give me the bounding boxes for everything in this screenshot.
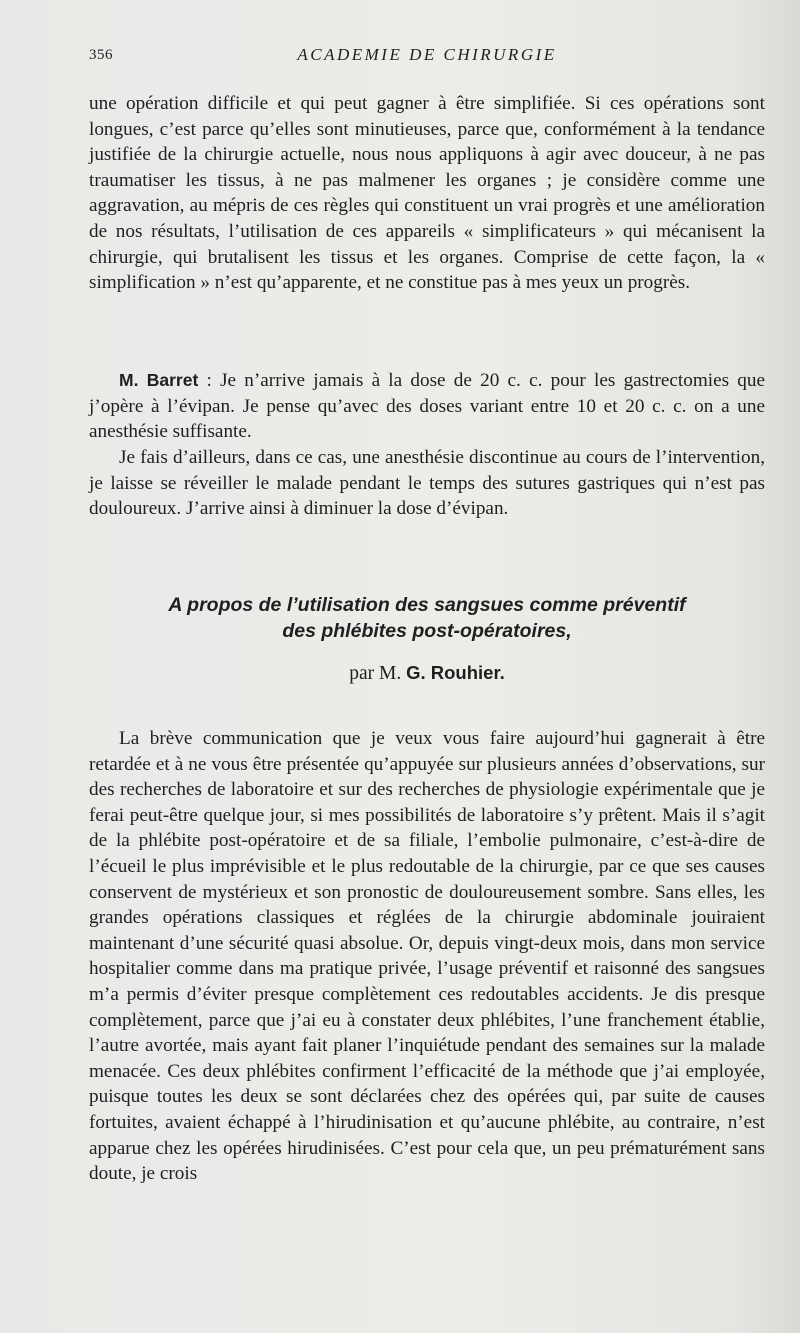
- article-byline: [89, 662, 765, 685]
- article-title: [89, 592, 765, 644]
- article-title-line-1: A propos de l’utilisation des sangsues comme préventif: [168, 594, 686, 616]
- paragraph-barret: [89, 368, 765, 445]
- page-number: 356: [89, 47, 113, 63]
- paragraph-rouhier-intro: [89, 726, 765, 1187]
- paragraph-text: Je fais d’ailleurs, dans ce cas, une anesthésie discontinue au cours de l’intervention, je laisse se réveiller le malade pendant le temps des sutures gastriques qui n’est pas douloureux. J’arrive ainsi à diminuer la dose d’évipan.: [89, 447, 765, 520]
- article-title-line-2: des phlébites post-opératoires,: [282, 620, 572, 642]
- paragraph-text: [89, 368, 765, 445]
- byline-prefix: par M.: [349, 663, 407, 684]
- paragraph-barret-continued: [89, 445, 765, 522]
- speaker-remarks: : Je n’arrive jamais à la dose de 20 c. c. pour les gastrectomies que j’opère à l’évipan. Je pense qu’avec des doses variant entre 10 et 20 c. c. on a une anesthésie suffisante.: [89, 370, 766, 443]
- page-header: [89, 45, 765, 71]
- paragraph-text: une opération difficile et qui peut gagner à être simplifiée. Si ces opérations sont longues, c’est parce qu’elles sont minutieuses, parce que, conformément à la tendance justifiée de la chirurgie actuelle, nous nous appliquons à agir avec douceur, à ne pas traumatiser les tissus, à ne pas malmener les organes ; je considère comme une aggravation, au mépris de ces règles qui constituent un vrai progrès et une amélioration de nos résultats, l’utilisation de ces appareils « simplificateurs » qui mécanisent la chirurgie, qui brutalisent les tissus et les organes. Comprise de cette façon, la « simplification » n’est qu’apparente, et ne constitue pas à mes yeux un progrès.: [89, 93, 765, 294]
- paragraph-text: La brève communication que je veux vous faire aujourd’hui gagnerait à être retardée et à ne vous être présentée qu’appuyée sur plusieurs années d’observations, sur des recherches de laboratoire et sur des recherches de physiologie expérimentale que je ferai peut-être quelque jour, si mes possibilités de laboratoire s’y prêtent. Mais il s’agit de la phlébite post-opératoire et de sa filiale, l’embolie pulmonaire, c’est-à-dire de l’écueil le plus imprévisible et le plus redoutable de la chirurgie, par ce que ses causes conservent de mystérieux et son pronostic de douloureusement sombre. Sans elles, les grandes opérations classiques et réglées de la chirurgie abdominale jouiraient maintenant d’une sécurité quasi absolue. Or, depuis vingt-deux mois, dans mon service hospitalier comme dans ma pratique privée, l’usage préventif et raisonné des sangsues m’a permis d’éviter presque complètement ces redoutables accidents. Je dis presque complètement, parce que j’ai eu à constater deux phlébites, l’une franchement établie, l’autre avortée, mais ayant fait planer l’inquiétude pendant des semaines sur la malade menacée. Ces deux phlébites confirment l’efficacité de la méthode que j’ai employée, puisque toutes les deux se sont déclarées chez des opérées qui, par suite de causes fortuites, avaient échappé à l’hirudinisation et qu’aucune phlébite, au contraire, n’est apparue chez les opérées hirudinisées. C’est pour cela que, un peu prématurément sans doute, je crois: [89, 728, 765, 1185]
- author-name: G. Rouhier.: [406, 662, 505, 683]
- paragraph-continuation: [89, 91, 765, 296]
- running-title: ACADEMIE DE CHIRURGIE: [297, 45, 557, 64]
- speaker-name: M. Barret: [119, 370, 199, 390]
